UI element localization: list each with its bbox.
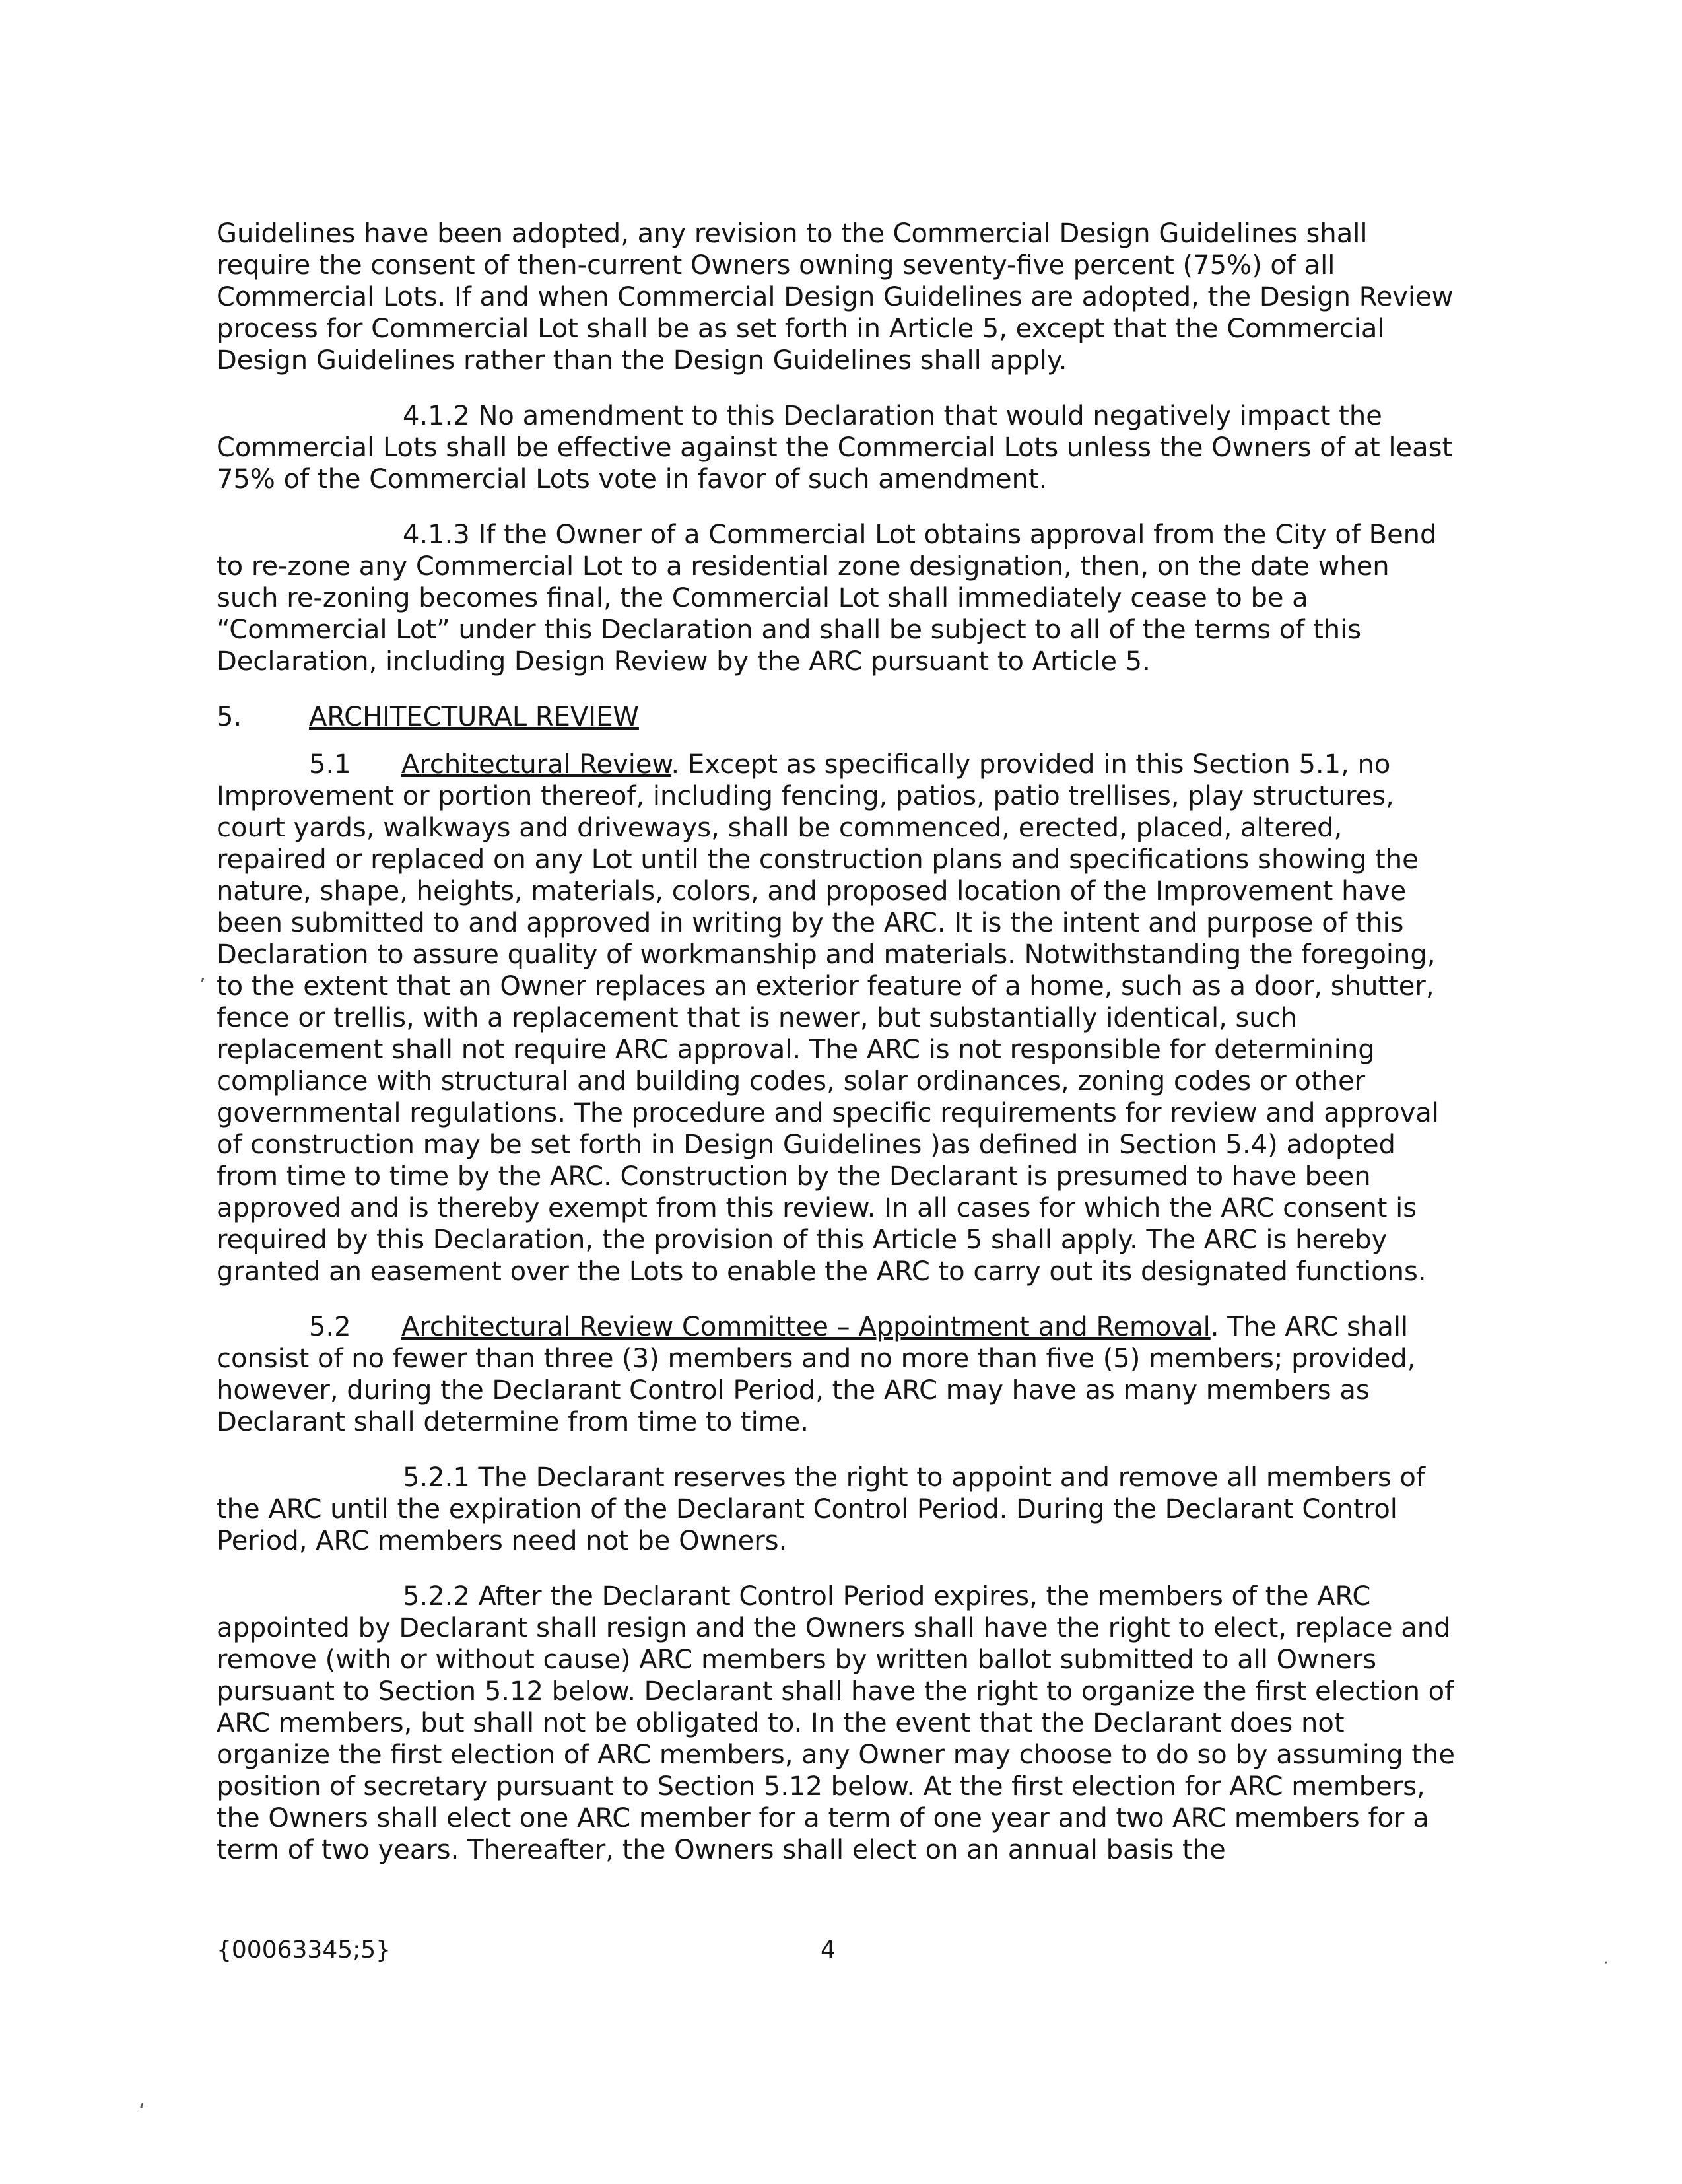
scan-speck: ‘ bbox=[139, 2100, 145, 2123]
subsection-text: . The ARC shall consist of no fewer than three (3) members and no more than five (5) members; provided, however, during the Declarant Control Period, the ARC may have as many members as Declarant shall determine from time to time. bbox=[217, 1312, 1416, 1437]
paragraph-5-2-2: 5.2.2 After the Declarant Control Period expires, the members of the ARC appointed by Declarant shall resign and the Owners shall have the right to elect, replace and remove (with or without cause) ARC members by written ballot submitted to all Owners pursuant to Section 5.12 below. Declarant shall have the right to organize the first election of ARC members, but shall not be obligated to. In the event that the Declarant does not organize the first election of ARC members, any Owner may choose to do so by assuming the position of secretary pursuant to Section 5.12 below. At the first election for ARC members, the Owners shall elect one ARC member for a term of one year and two ARC members for a term of two years. Thereafter, the Owners shall elect on an annual basis the bbox=[217, 1581, 1455, 1865]
subsection-title: Architectural Review bbox=[401, 749, 671, 780]
subsection-number: 5.1 bbox=[309, 749, 351, 780]
document-code: {00063345;5} bbox=[217, 1936, 391, 1963]
scan-speck: ’ bbox=[199, 974, 206, 998]
document-body bbox=[217, 218, 1458, 1890]
page-number: 4 bbox=[821, 1936, 836, 1963]
page-footer bbox=[217, 1934, 1458, 1967]
paragraph-4-1-2: 4.1.2 No amendment to this Declaration that would negatively impact the Commercial Lots shall be effective against the Commercial Lots unless the Owners of at least 75% of the Commercial Lots vote in favor of such amendment. bbox=[217, 401, 1453, 495]
scan-speck: · bbox=[1603, 1952, 1609, 1975]
section-title: ARCHITECTURAL REVIEW bbox=[309, 702, 639, 732]
section-heading-5 bbox=[217, 701, 1458, 733]
subsection-number: 5.2 bbox=[309, 1312, 351, 1342]
paragraph-intro: Guidelines have been adopted, any revision to the Commercial Design Guidelines shall require the consent of then-current Owners owning seventy-five percent (75%) of all Commercial Lots. If and when Commercial Design Guidelines are adopted, the Design Review process for Commercial Lot shall be as set forth in Article 5, except that the Commercial Design Guidelines rather than the Design Guidelines shall apply. bbox=[217, 219, 1454, 376]
paragraph-5-2 bbox=[217, 1311, 1458, 1438]
paragraph-5-2-1: 5.2.1 The Declarant reserves the right to appoint and remove all members of the ARC until the expiration of the Declarant Control Period. During the Declarant Control Period, ARC members need not be Owners. bbox=[217, 1462, 1425, 1556]
subsection-title: Architectural Review Committee – Appointment and Removal bbox=[401, 1312, 1211, 1342]
subsection-text: . Except as specifically provided in this Section 5.1, no Improvement or portion thereof, including fencing, patios, patio trellises, play structures, court yards, walkways and driveways, shall be commenced, erected, placed, altered, repaired or replaced on any Lot until the construction plans and specifications showing the nature, shape, heights, materials, colors, and proposed location of the Improvement have been submitted to and approved in writing by the ARC. It is the intent and purpose of this Declaration to assure quality of workmanship and materials. Notwithstanding the foregoing, to the extent that an Owner replaces an exterior feature of a home, such as a door, shutter, fence or trellis, with a replacement that is newer, but substantially identical, such replacement shall not require ARC approval. The ARC is not responsible for determining compliance with structural and building codes, solar ordinances, zoning codes or other governmental regulations. The procedure and specific requirements for review and approval of construction may be set forth in Design Guidelines )as defined in Section 5.4) adopted from time to time by the ARC. Construction by the Declarant is presumed to have been approved and is thereby exempt from this review. In all cases for which the ARC consent is required by this Declaration, the provision of this Article 5 shall apply. The ARC is hereby granted an easement over the Lots to enable the ARC to carry out its designated functions. bbox=[217, 749, 1439, 1287]
paragraph-4-1-3: 4.1.3 If the Owner of a Commercial Lot obtains approval from the City of Bend to re-zone any Commercial Lot to a residential zone designation, then, on the date when such re-zoning becomes final, the Commercial Lot shall immediately cease to be a “Commercial Lot” under this Declaration and shall be subject to all of the terms of this Declaration, including Design Review by the ARC pursuant to Article 5. bbox=[217, 520, 1437, 677]
section-number: 5. bbox=[217, 702, 242, 732]
paragraph-5-1 bbox=[217, 749, 1458, 1287]
